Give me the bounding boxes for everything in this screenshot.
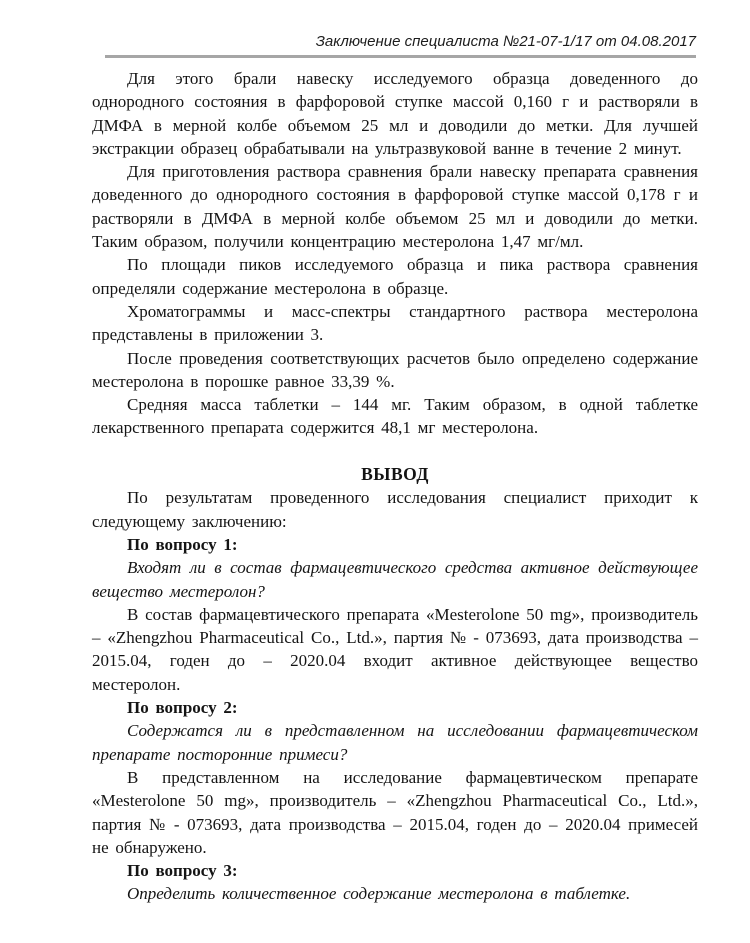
paragraph-chromatograms: Хроматограммы и масс-спектры стандартного раствора местеролона представлены в приложении 3. [92, 301, 698, 345]
question-2-text: Содержатся ли в представленном на исследовании фармацевтическом препарате посторонние примеси? [92, 721, 698, 764]
conclusion-intro: По результатам проведенного исследования специалист приходит к следующему заключению: [92, 488, 698, 531]
question-1-label: По вопросу 1: [127, 534, 238, 554]
paragraph-sample-preparation: Для этого брали навеску исследуемого образца доведенного до однородного состояния в фарфоровой ступке массой 0,160 г и растворяли в ДМФА в мерной колбе объемом 25 мл и доводили до метки. Для лучшей экстракции образец обрабатывали на ультразвуковой ванне в течение 2 минут. [92, 69, 698, 158]
paragraph-peak-areas: По площади пиков исследуемого образца и пика раствора сравнения определяли содержание местеролона в образце. [92, 255, 698, 298]
question-1-text: Входят ли в состав фармацевтического средства активное действующее вещество местеролон? [92, 558, 698, 601]
header-title: Заключение специалиста №21-07-1/17 от 04.08.2017 [315, 33, 696, 50]
document-body [92, 67, 698, 906]
paragraph-tablet-mass: Средняя масса таблетки – 144 мг. Таким образом, в одной таблетке лекарственного препарата содержится 48,1 мг местеролона. [92, 395, 698, 438]
question-3-label: По вопросу 3: [127, 861, 238, 881]
answer-1-text: В состав фармацевтического препарата «Mesterolone 50 mg», производитель – «Zhengzhou Pharmaceutical Co., Ltd.», партия № - 073693, дата производства – 2015.04, годен до – 2020.04 входит активное действующее вещество местеролон. [92, 604, 698, 694]
paragraph-reference-solution: Для приготовления раствора сравнения брали навеску препарата сравнения доведенного до однородного состояния в фарфоровой ступке массой 0,178 г и растворяли в ДМФА в мерной колбе объемом 25 мл и доводили до метки. Таким образом, получили концентрацию местеролона 1,47 мг/мл. [92, 162, 698, 252]
paragraph-content-result: После проведения соответствующих расчетов было определено содержание местеролона в порошке равное 33,39 %. [92, 348, 698, 391]
page-header [105, 33, 696, 58]
question-3-text: Определить количественное содержание местеролона в таблетке. [127, 884, 631, 904]
conclusion-heading: ВЫВОД [361, 464, 429, 485]
question-2-label: По вопросу 2: [127, 698, 238, 718]
answer-2-text: В представленном на исследование фармацевтическом препарате «Mesterolone 50 mg», производитель – «Zhengzhou Pharmaceutical Co., Ltd.», партия № - 073693, дата производства – 2015.04, годен до – 2020.04 примесей не обнаружено. [92, 767, 698, 857]
